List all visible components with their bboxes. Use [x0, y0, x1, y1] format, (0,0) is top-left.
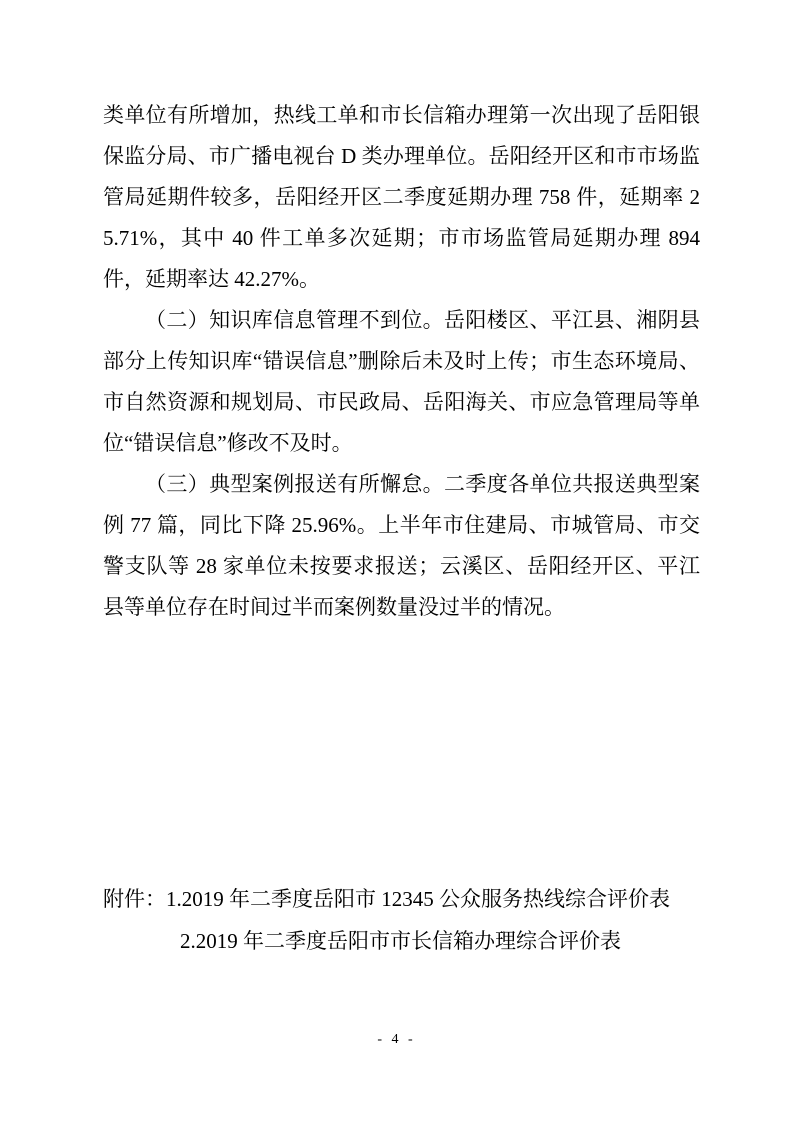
attachment-line [103, 878, 700, 920]
attachments-block [103, 878, 700, 962]
attachments-label: 附件： [103, 887, 166, 911]
attachment-item-2: 2.2019 年二季度岳阳市市长信箱办理综合评价表 [180, 929, 621, 953]
paragraph-item-3: （三）典型案例报送有所懈怠。二季度各单位共报送典型案例 77 篇，同比下降 25.96%。上半年市住建局、市城管局、市交警支队等 28 家单位未按要求报送；云溪区、岳阳经开区、平江县等单位存在时间过半而案例数量没过半的情况。 [103, 472, 700, 619]
document-body [103, 95, 700, 628]
page-number: - 4 - [377, 1032, 416, 1047]
paragraph-continuation: 类单位有所增加，热线工单和市长信箱办理第一次出现了岳阳银保监分局、市广播电视台 D 类办理单位。岳阳经开区和市市场监管局延期件较多，岳阳经开区二季度延期办理 758 件，延期率 25.71%，其中 40 件工单多次延期；市市场监管局延期办理 894 件，延期率达 42.27%。 [103, 103, 700, 291]
attachment-item-1: 1.2019 年二季度岳阳市 12345 公众服务热线综合评价表 [166, 887, 670, 911]
paragraph-item-2: （二）知识库信息管理不到位。岳阳楼区、平江县、湘阴县部分上传知识库“错误信息”删除后未及时上传；市生态环境局、市自然资源和规划局、市民政局、岳阳海关、市应急管理局等单位“错误信息”修改不及时。 [103, 308, 700, 455]
attachment-line [180, 920, 700, 962]
